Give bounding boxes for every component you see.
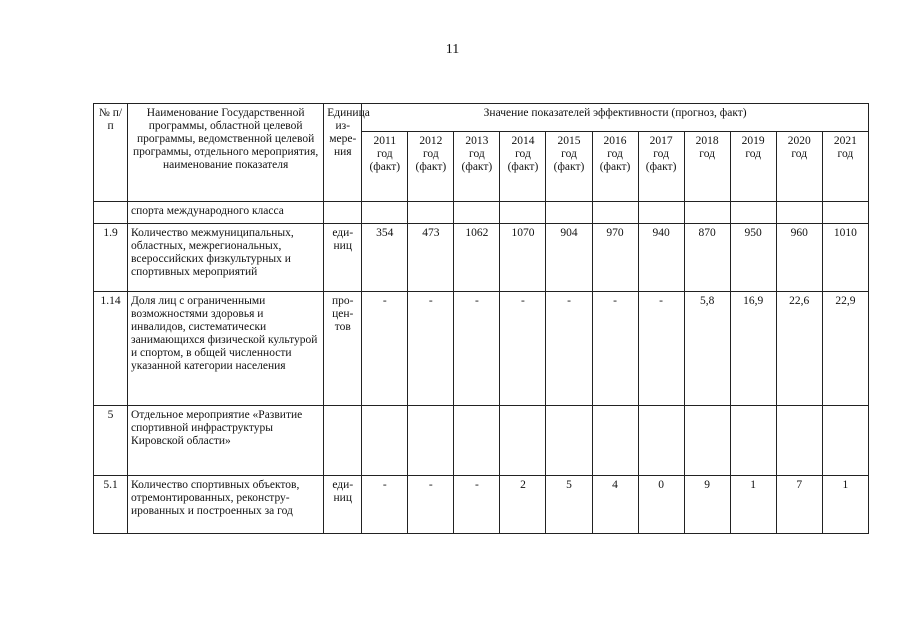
header-year: 2018 год (684, 132, 730, 202)
header-name: Наименование Государственной программы, областной целевой программы, ведомственной целевой программы, отдельного мероприятия, наименование показателя (128, 104, 324, 202)
table-row (94, 476, 869, 534)
row-value: - (500, 292, 546, 406)
header-year: 2021 год (822, 132, 868, 202)
header-values-title: Значение показателей эффективности (прогноз, факт) (362, 104, 869, 132)
row-value: 870 (684, 224, 730, 292)
row-num (94, 202, 128, 224)
row-value (408, 406, 454, 476)
table-row (94, 292, 869, 406)
row-value (730, 202, 776, 224)
page-number: 11 (445, 42, 460, 57)
row-unit (324, 202, 362, 224)
row-unit: еди-ниц (324, 476, 362, 534)
row-value (500, 202, 546, 224)
row-num: 1.14 (94, 292, 128, 406)
row-value: - (408, 292, 454, 406)
row-value: 1010 (822, 224, 868, 292)
header-year: 2019 год (730, 132, 776, 202)
row-value: 473 (408, 224, 454, 292)
row-value: 16,9 (730, 292, 776, 406)
row-value (546, 406, 592, 476)
row-value: 4 (592, 476, 638, 534)
row-value: 904 (546, 224, 592, 292)
row-value: - (408, 476, 454, 534)
row-name: Отдельное мероприятие «Развитие спортивной инфраструктуры Кировской области» (128, 406, 324, 476)
row-name: спорта международного класса (128, 202, 324, 224)
row-value: 22,9 (822, 292, 868, 406)
row-name: Доля лиц с ограниченными возможностями здоровья и инвалидов, систематически занимающихся физической культурой и спортом, в общей численности указанной категории населения (128, 292, 324, 406)
row-value (592, 202, 638, 224)
row-value: - (454, 292, 500, 406)
row-value: 950 (730, 224, 776, 292)
row-unit (324, 406, 362, 476)
header-year: 2015 год (факт) (546, 132, 592, 202)
header-year: 2012 год (факт) (408, 132, 454, 202)
table-row (94, 224, 869, 292)
row-value (776, 202, 822, 224)
row-value (592, 406, 638, 476)
row-value: - (362, 292, 408, 406)
row-value (822, 406, 868, 476)
table-row (94, 202, 869, 224)
row-value (362, 406, 408, 476)
header-year: 2020 год (776, 132, 822, 202)
row-value: 970 (592, 224, 638, 292)
row-value (684, 406, 730, 476)
row-value (730, 406, 776, 476)
row-unit: про-цен-тов (324, 292, 362, 406)
row-value (638, 202, 684, 224)
row-value: - (454, 476, 500, 534)
row-value (408, 202, 454, 224)
row-value: 7 (776, 476, 822, 534)
header-year: 2013 год (факт) (454, 132, 500, 202)
row-num: 5 (94, 406, 128, 476)
header-num: № п/п (94, 104, 128, 202)
row-value: - (362, 476, 408, 534)
row-value (546, 202, 592, 224)
row-value: 940 (638, 224, 684, 292)
table-row (94, 406, 869, 476)
row-value: 2 (500, 476, 546, 534)
row-value: - (638, 292, 684, 406)
row-value: - (592, 292, 638, 406)
row-name: Количество межмуниципальных, областных, межрегиональных, всероссийских физкультурных и спортивных мероприятий (128, 224, 324, 292)
header-year: 2016 год (факт) (592, 132, 638, 202)
row-num: 1.9 (94, 224, 128, 292)
header-year: 2011 год (факт) (362, 132, 408, 202)
row-value: 5 (546, 476, 592, 534)
row-value (454, 202, 500, 224)
row-value (638, 406, 684, 476)
row-num: 5.1 (94, 476, 128, 534)
row-value: 1 (730, 476, 776, 534)
row-unit: еди-ниц (324, 224, 362, 292)
row-value: 9 (684, 476, 730, 534)
row-value: 0 (638, 476, 684, 534)
row-value (454, 406, 500, 476)
header-unit: Единица из-мере-ния (324, 104, 362, 202)
indicators-table (93, 103, 869, 534)
row-value (362, 202, 408, 224)
header-year: 2014 год (факт) (500, 132, 546, 202)
row-value: 354 (362, 224, 408, 292)
row-value (500, 406, 546, 476)
row-value (776, 406, 822, 476)
row-value: 960 (776, 224, 822, 292)
row-value: 1070 (500, 224, 546, 292)
row-name: Количество спортивных объектов, отремонтированных, реконстру-ированных и построенных за год (128, 476, 324, 534)
row-value (822, 202, 868, 224)
header-year: 2017 год (факт) (638, 132, 684, 202)
row-value: 22,6 (776, 292, 822, 406)
row-value: 1 (822, 476, 868, 534)
row-value (684, 202, 730, 224)
row-value: - (546, 292, 592, 406)
row-value: 5,8 (684, 292, 730, 406)
row-value: 1062 (454, 224, 500, 292)
